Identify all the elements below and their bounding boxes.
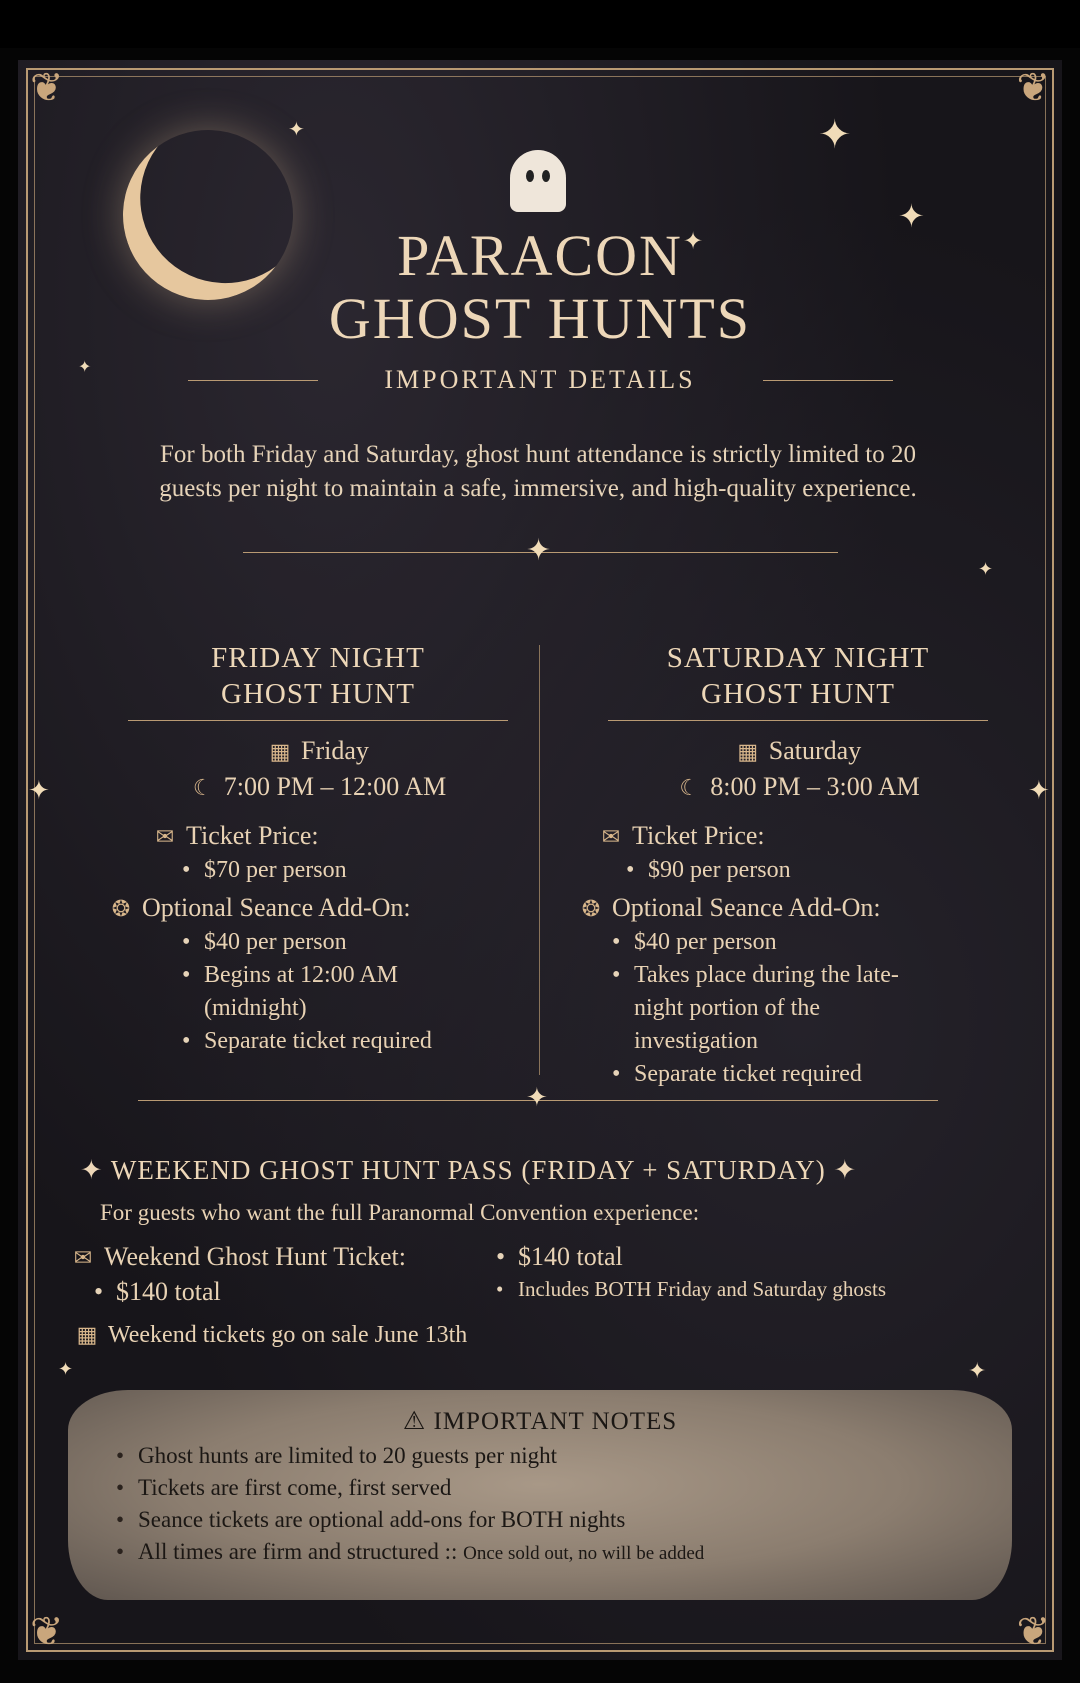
poster <box>18 60 1062 1660</box>
friday-day: ▦ Friday <box>98 733 538 769</box>
weekend-includes: • Includes BOTH Friday and Saturday ghosts <box>518 1273 1016 1306</box>
calendar-icon: ▦ <box>737 739 759 764</box>
corner-ornament-icon: ❦ <box>30 65 64 110</box>
list-item: • Ghost hunts are limited to 20 guests per night <box>138 1440 1012 1472</box>
title-line-1: PARACON <box>397 223 683 288</box>
list-item: • Tickets are first come, first served <box>138 1472 1012 1504</box>
saturday-ticket-price: • $90 per person <box>648 854 1018 887</box>
moon-clock-icon: ☾ <box>192 775 213 800</box>
divider-star-icon: ✦ <box>526 534 552 567</box>
friday-heading-rule <box>128 720 508 721</box>
subtitle: IMPORTANT DETAILS <box>384 365 696 394</box>
list-item: • All times are firm and structured :: Once sold out, no will be added <box>138 1536 1012 1570</box>
saturday-seance-label: ❂ Optional Seance Add-On: <box>578 891 1018 926</box>
list-item: • Seance tickets are optional add-ons for BOTH nights <box>138 1504 1012 1536</box>
corner-ornament-icon: ❦ <box>1016 1609 1050 1654</box>
saturday-time: ☾ 8:00 PM – 3:00 AM <box>578 769 1018 805</box>
list-item: • $40 per person <box>204 926 504 959</box>
friday-seance-list <box>98 926 504 1058</box>
calendar-icon: ▦ <box>269 739 291 764</box>
intro-paragraph: For both Friday and Saturday, ghost hunt attendance is strictly limited to 20 guests per night to maintain a safe, immersive, and high-quality experience. <box>159 441 917 502</box>
weekend-ticket-label: ✉ Weekend Ghost Hunt Ticket: <box>70 1240 490 1275</box>
divider-star-icon: ✦ <box>526 1083 548 1112</box>
ticket-icon: ✉ <box>155 824 175 849</box>
saturday-heading-1: SATURDAY NIGHT <box>666 642 930 674</box>
weekend-right-price: • $140 total <box>518 1240 1016 1273</box>
sparkle-icon: ✦ <box>58 1359 74 1379</box>
column-divider <box>539 645 540 1075</box>
sparkle-icon: ✦ <box>78 359 92 376</box>
sparkle-icon: ✦ <box>978 559 994 579</box>
sparkle-icon: ✦ <box>28 776 50 805</box>
top-black-bar <box>0 0 1080 48</box>
notes-sold-out: Once sold out, no will be added <box>463 1543 705 1564</box>
saturday-day: ▦ Saturday <box>578 733 1018 769</box>
notes-list <box>68 1440 1012 1570</box>
sparkle-icon: ✦ <box>1028 776 1050 805</box>
friday-ticket-price: • $70 per person <box>204 854 538 887</box>
list-item: • Takes place during the late-night portion of the investigation <box>634 959 934 1058</box>
moon-clock-icon: ☾ <box>679 775 700 800</box>
friday-column <box>98 640 538 1058</box>
seance-icon: ❂ <box>581 896 601 921</box>
weekend-right-list <box>496 1240 1016 1306</box>
corner-ornament-icon: ❦ <box>30 1609 64 1654</box>
saturday-ticket-label: ✉ Ticket Price: <box>578 819 1018 854</box>
sparkle-icon: ✦ <box>683 229 704 255</box>
weekend-sale-date: ▦ Weekend tickets go on sale June 13th <box>74 1322 467 1349</box>
saturday-column <box>578 640 1018 1091</box>
weekend-ticket-left <box>70 1240 490 1308</box>
notes-heading: ⚠ IMPORTANT NOTES <box>402 1408 678 1435</box>
sparkle-icon: ✦ <box>288 119 305 141</box>
list-item: • Separate ticket required <box>204 1025 504 1058</box>
ticket-icon: ✉ <box>73 1245 93 1270</box>
friday-ticket-label: ✉ Ticket Price: <box>98 819 538 854</box>
calendar-icon: ▦ <box>76 1322 98 1347</box>
weekend-heading: ✦ WEEKEND GHOST HUNT PASS (FRIDAY + SATURDAY) ✦ <box>80 1155 858 1185</box>
sparkle-icon: ✦ <box>818 112 852 157</box>
friday-ticket-list <box>98 854 538 887</box>
list-item: • Separate ticket required <box>634 1058 934 1091</box>
corner-ornament-icon: ❦ <box>1016 65 1050 110</box>
seance-icon: ❂ <box>111 896 131 921</box>
sparkle-icon: ✦ <box>825 1155 858 1185</box>
weekend-intro: For guests who want the full Paranormal Convention experience: <box>100 1200 700 1225</box>
friday-heading-2: GHOST HUNT <box>221 678 415 710</box>
sparkle-icon: ✦ <box>968 1358 987 1383</box>
list-item: • Begins at 12:00 AM (midnight) <box>204 959 504 1025</box>
warning-icon: ⚠ <box>402 1408 434 1435</box>
saturday-ticket-list <box>578 854 1018 887</box>
friday-seance-label: ❂ Optional Seance Add-On: <box>98 891 538 926</box>
ghost-icon <box>510 150 566 212</box>
friday-heading-1: FRIDAY NIGHT <box>211 642 425 674</box>
sparkle-icon: ✦ <box>898 198 925 234</box>
weekend-ticket-right <box>496 1240 1016 1306</box>
saturday-heading-2: GHOST HUNT <box>701 678 895 710</box>
saturday-seance-list <box>578 926 934 1091</box>
saturday-heading-rule <box>608 720 988 721</box>
friday-time: ☾ 7:00 PM – 12:00 AM <box>98 769 538 805</box>
sparkle-icon: ✦ <box>80 1155 111 1185</box>
list-item: • $40 per person <box>634 926 934 959</box>
weekend-left-list <box>70 1275 490 1308</box>
ticket-icon: ✉ <box>601 824 621 849</box>
weekend-left-price: • $140 total <box>116 1275 490 1308</box>
title-line-2: GHOST HUNTS <box>328 286 752 351</box>
important-notes-panel <box>68 1390 1012 1600</box>
